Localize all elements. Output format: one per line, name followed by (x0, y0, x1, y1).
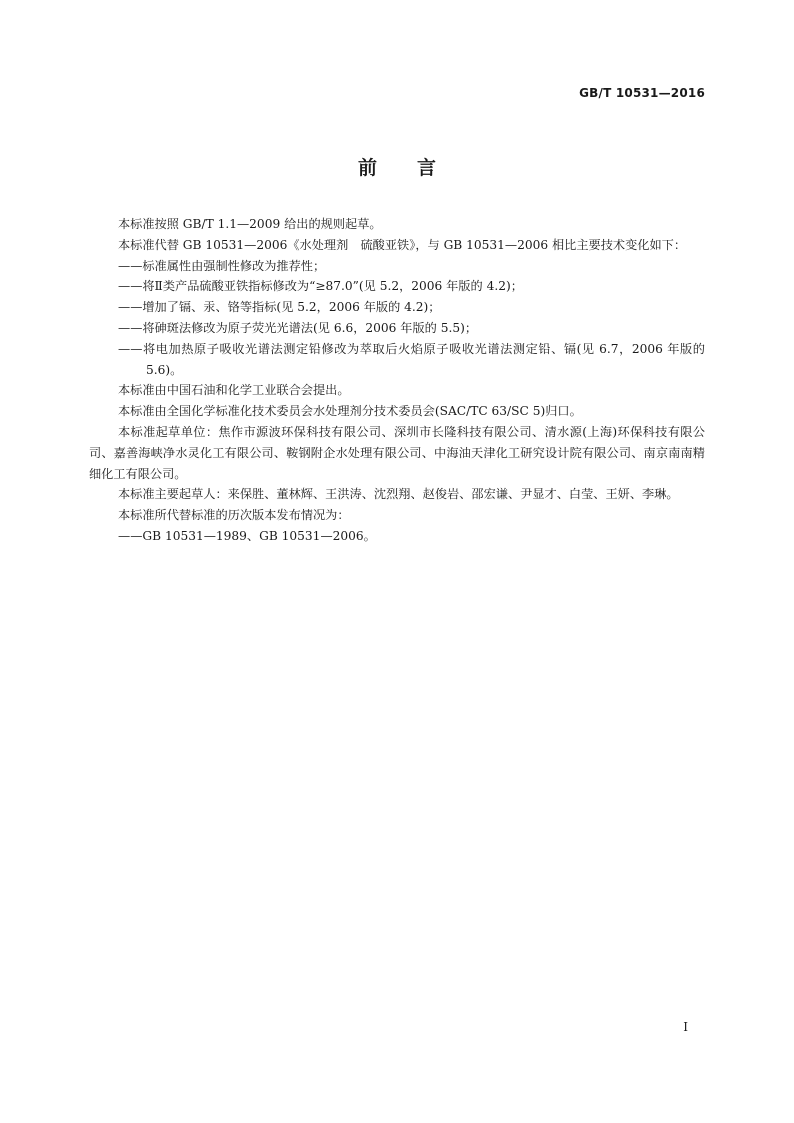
history-item: ——GB 10531—1989、GB 10531—2006。 (118, 528, 376, 543)
change-item: ——将砷斑法修改为原子荧光光谱法(见 6.6，2006 年版的 5.5)； (118, 320, 478, 335)
change-item: ——将电加热原子吸收光谱法测定铅修改为萃取后火焰原子吸收光谱法测定铅、镉(见 6.7，2006 年版的 5.6)。 (118, 341, 705, 377)
paragraph-history-intro: 本标准所代替标准的历次版本发布情况为： (118, 508, 350, 523)
foreword-body (89, 214, 705, 547)
paragraph-drafting-units: 本标准起草单位：焦作市源波环保科技有限公司、深圳市长隆科技有限公司、清水源(上海)环保科技有限公司、嘉善海峡净水灵化工有限公司、鞍钢附企水处理有限公司、中海油天津化工研究设计院有限公司、南京南南精细化工有限公司。 (89, 424, 705, 481)
standard-code: GB/T 10531—2016 (579, 86, 705, 100)
paragraph-replacement: 本标准代替 GB 10531—2006《水处理剂 硫酸亚铁》，与 GB 10531—2006 相比主要技术变化如下： (118, 237, 687, 252)
title-char-2: 言 (417, 157, 437, 179)
change-item: ——标准属性由强制性修改为推荐性； (118, 258, 326, 273)
page-title (0, 153, 794, 180)
change-item: ——增加了镉、汞、铬等指标(见 5.2，2006 年版的 4.2)； (118, 300, 441, 315)
paragraph-proposer: 本标准由中国石油和化学工业联合会提出。 (118, 383, 350, 398)
change-item: ——将Ⅱ类产品硫酸亚铁指标修改为“≥87.0”(见 5.2，2006 年版的 4.2)； (118, 279, 523, 294)
title-char-1: 前 (357, 157, 377, 179)
paragraph-drafters: 本标准主要起草人：来保胜、董林辉、王洪涛、沈烈翔、赵俊岩、邵宏谦、尹显才、白莹、王妍、李琳。 (118, 487, 679, 502)
paragraph-committee: 本标准由全国化学标准化技术委员会水处理剂分技术委员会(SAC/TC 63/SC 5)归口。 (118, 404, 582, 419)
paragraph-drafting-rules: 本标准按照 GB/T 1.1—2009 给出的规则起草。 (118, 217, 382, 231)
page-number: I (683, 1020, 688, 1034)
